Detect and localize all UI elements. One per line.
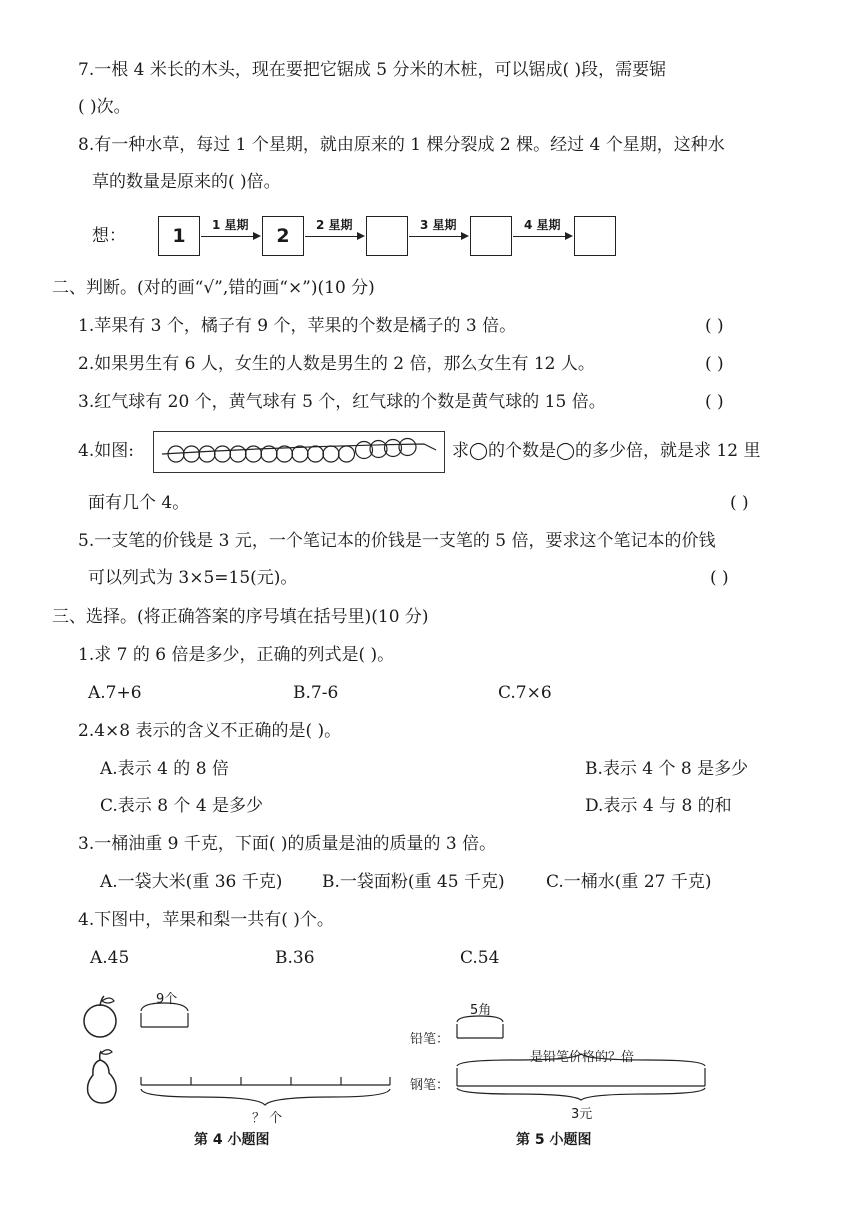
pear-icon	[88, 1050, 117, 1103]
judge-answer-2[interactable]: ( )	[705, 354, 724, 374]
arrow-4	[513, 236, 571, 237]
week-box-0: 1	[158, 216, 200, 256]
choice-q4-option-c[interactable]: C.54	[460, 948, 500, 968]
q8-line2: 草的数量是原来的( )倍。	[92, 172, 281, 192]
q7-line1: 7.一根 4 米长的木头，现在要把它锯成 5 分米的木桩，可以锯成( )段，需要锯	[78, 60, 667, 80]
section3-title: 三、选择。(将正确答案的序号填在括号里)(10 分)	[52, 607, 429, 627]
arrow-3	[409, 236, 467, 237]
judge-item-5-line2: 可以列式为 3×5=15(元)。	[88, 568, 298, 588]
arrow-label-4: 4 星期	[524, 218, 561, 232]
small-circle	[323, 446, 339, 462]
choice-q3-option-a[interactable]: A.一袋大米(重 36 千克)	[100, 872, 283, 892]
choice-q4-option-a[interactable]: A.45	[90, 948, 130, 968]
figure-4-caption: 第 4 小题图	[194, 1132, 270, 1148]
q8-line1: 8.有一种水草，每过 1 个星期，就由原来的 1 棵分裂成 2 棵。经过 4 个星期，这种水	[78, 135, 725, 155]
choice-q3-option-b[interactable]: B.一袋面粉(重 45 千克)	[322, 872, 505, 892]
pen-value-label: 3元	[571, 1107, 593, 1122]
choice-q1-option-a[interactable]: A.7+6	[88, 683, 142, 703]
choice-q3-stem: 3.一桶油重 9 千克，下面( )的质量是油的质量的 3 倍。	[78, 834, 497, 854]
pen-question-label: 是铅笔价格的？倍	[530, 1050, 635, 1065]
pencil-row-label: 铅笔：	[410, 1032, 450, 1047]
judge-answer-1[interactable]: ( )	[705, 316, 724, 336]
judge-answer-5[interactable]: ( )	[710, 568, 729, 588]
judge-answer-4[interactable]: ( )	[730, 493, 749, 513]
choice-q2-option-b[interactable]: B.表示 4 个 8 是多少	[585, 759, 749, 779]
circles-figure	[153, 431, 445, 473]
judge-item-3: 3.红气球有 20 个，黄气球有 5 个，红气球的个数是黄气球的 15 倍。	[78, 392, 606, 412]
apple-count-label: 9个	[156, 992, 178, 1007]
judge-item-1: 1.苹果有 3 个，橘子有 9 个，苹果的个数是橘子的 3 倍。	[78, 316, 517, 336]
small-circle	[184, 446, 200, 462]
arrow-label-3: 3 星期	[420, 218, 457, 232]
arrow-2	[305, 236, 363, 237]
circles-svg	[154, 432, 444, 472]
arrow-1	[201, 236, 259, 237]
choice-q1-stem: 1.求 7 的 6 倍是多少，正确的列式是( )。	[78, 645, 395, 665]
total-count-label: ？ 个	[252, 1111, 283, 1126]
choice-q2-option-c[interactable]: C.表示 8 个 4 是多少	[100, 796, 264, 816]
judge-answer-3[interactable]: ( )	[705, 392, 724, 412]
week-box-2	[366, 216, 408, 256]
choice-q4-option-b[interactable]: B.36	[275, 948, 315, 968]
choice-q2-option-a[interactable]: A.表示 4 的 8 倍	[100, 759, 229, 779]
choice-q1-option-c[interactable]: C.7×6	[498, 683, 552, 703]
small-circle	[339, 446, 355, 462]
small-circle	[230, 446, 246, 462]
judge-item-4-line2: 面有几个 4。	[88, 493, 190, 513]
small-circle	[292, 446, 308, 462]
judge-item-5-line1: 5.一支笔的价钱是 3 元，一个笔记本的价钱是一支笔的 5 倍，要求这个笔记本的价钱	[78, 531, 716, 551]
judge-item-4-suffix: 求◯的个数是◯的多少倍，就是求 12 里	[452, 441, 761, 461]
small-circle	[215, 446, 231, 462]
q7-line2: ( )次。	[78, 97, 131, 117]
small-circle	[199, 446, 215, 462]
arrow-label-1: 1 星期	[212, 218, 249, 232]
choice-q1-option-b[interactable]: B.7-6	[293, 683, 339, 703]
week-box-3	[470, 216, 512, 256]
judge-item-2: 2.如果男生有 6 人，女生的人数是男生的 2 倍，那么女生有 12 人。	[78, 354, 595, 374]
week-box-4	[574, 216, 616, 256]
choice-q2-stem: 2.4×8 表示的含义不正确的是( )。	[78, 721, 342, 741]
choice-q4-stem: 4.下图中，苹果和梨一共有( )个。	[78, 910, 334, 930]
apple-icon	[84, 996, 116, 1037]
pencil-value-label: 5角	[470, 1003, 492, 1018]
choice-q2-option-d[interactable]: D.表示 4 与 8 的和	[585, 796, 732, 816]
pen-row-label: 钢笔：	[410, 1078, 450, 1093]
small-circle	[308, 446, 324, 462]
think-label: 想：	[92, 226, 126, 246]
week-box-1: 2	[262, 216, 304, 256]
choice-q3-option-c[interactable]: C.一桶水(重 27 千克)	[546, 872, 712, 892]
section2-title: 二、判断。(对的画“√”,错的画“×”)(10 分)	[52, 278, 375, 298]
figure-5-caption: 第 5 小题图	[516, 1132, 592, 1148]
judge-item-4-prefix: 4.如图:	[78, 441, 134, 461]
arrow-label-2: 2 星期	[316, 218, 353, 232]
